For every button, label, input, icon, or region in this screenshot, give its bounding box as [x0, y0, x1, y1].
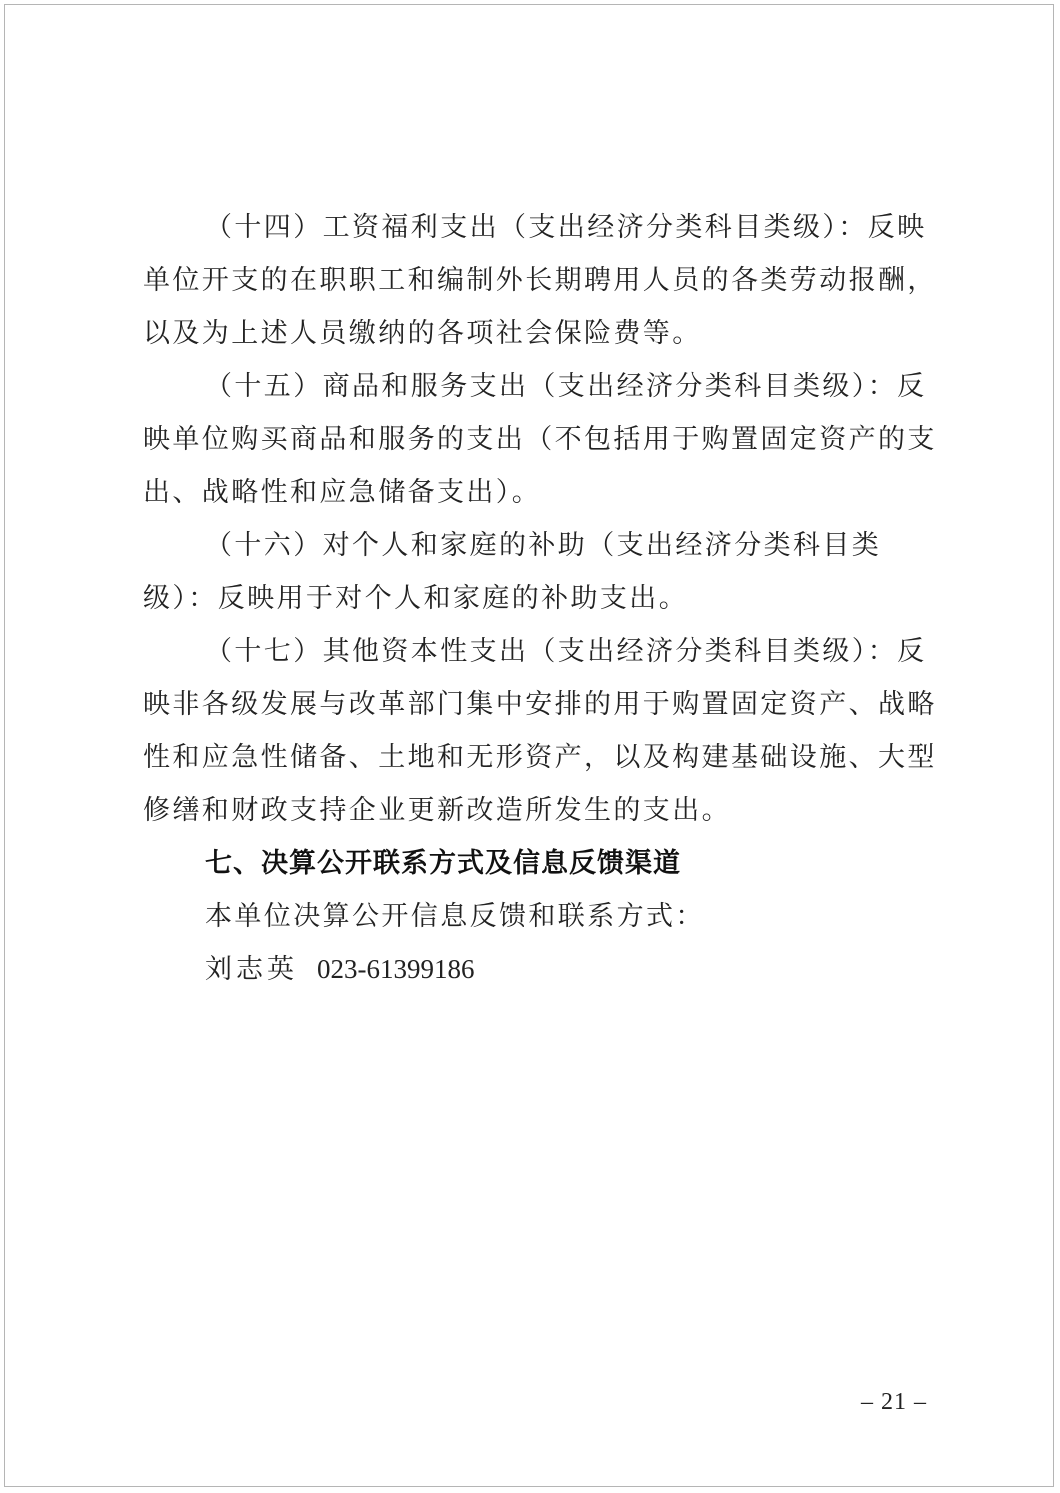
paragraph-line: 性和应急性储备、土地和无形资产，以及构建基础设施、大型 — [143, 742, 937, 773]
page-number: – 21 – — [861, 1389, 927, 1415]
paragraph-other-capital-expenditure — [143, 625, 937, 837]
paragraph-wage-welfare-expenditure — [143, 201, 937, 360]
paragraph-line: （十四）工资福利支出（支出经济分类科目类级）：反映 — [205, 212, 927, 243]
document-page — [4, 4, 1054, 1487]
paragraph-line: 以及为上述人员缴纳的各项社会保险费等。 — [143, 318, 702, 349]
paragraph-line: 修缮和财政支持企业更新改造所发生的支出。 — [143, 795, 731, 826]
paragraph-line: 级）：反映用于对个人和家庭的补助支出。 — [143, 583, 689, 614]
contact-name: 刘志英 — [205, 954, 298, 985]
paragraph-goods-services-expenditure — [143, 360, 937, 519]
paragraph-line: 单位开支的在职职工和编制外长期聘用人员的各类劳动报酬， — [143, 265, 937, 296]
paragraph-line: 出、战略性和应急储备支出）。 — [143, 477, 542, 508]
section-heading: 七、决算公开联系方式及信息反馈渠道 — [205, 848, 681, 879]
contact-line — [143, 943, 909, 996]
paragraph-line: 映非各级发展与改革部门集中安排的用于购置固定资产、战略 — [143, 689, 937, 720]
contact-phone: 023-61399186 — [317, 954, 475, 984]
paragraph-household-subsidy — [143, 519, 909, 625]
paragraph-line: （十五）商品和服务支出（支出经济分类科目类级）：反 — [205, 371, 927, 402]
paragraph-line: （十七）其他资本性支出（支出经济分类科目类级）：反 — [205, 636, 927, 667]
paragraph-line: （十六）对个人和家庭的补助（支出经济分类科目类 — [205, 530, 882, 561]
page-body — [143, 201, 937, 996]
contact-intro: 本单位决算公开信息反馈和联系方式： — [205, 901, 705, 932]
paragraph-line: 映单位购买商品和服务的支出（不包括用于购置固定资产的支 — [143, 424, 937, 455]
